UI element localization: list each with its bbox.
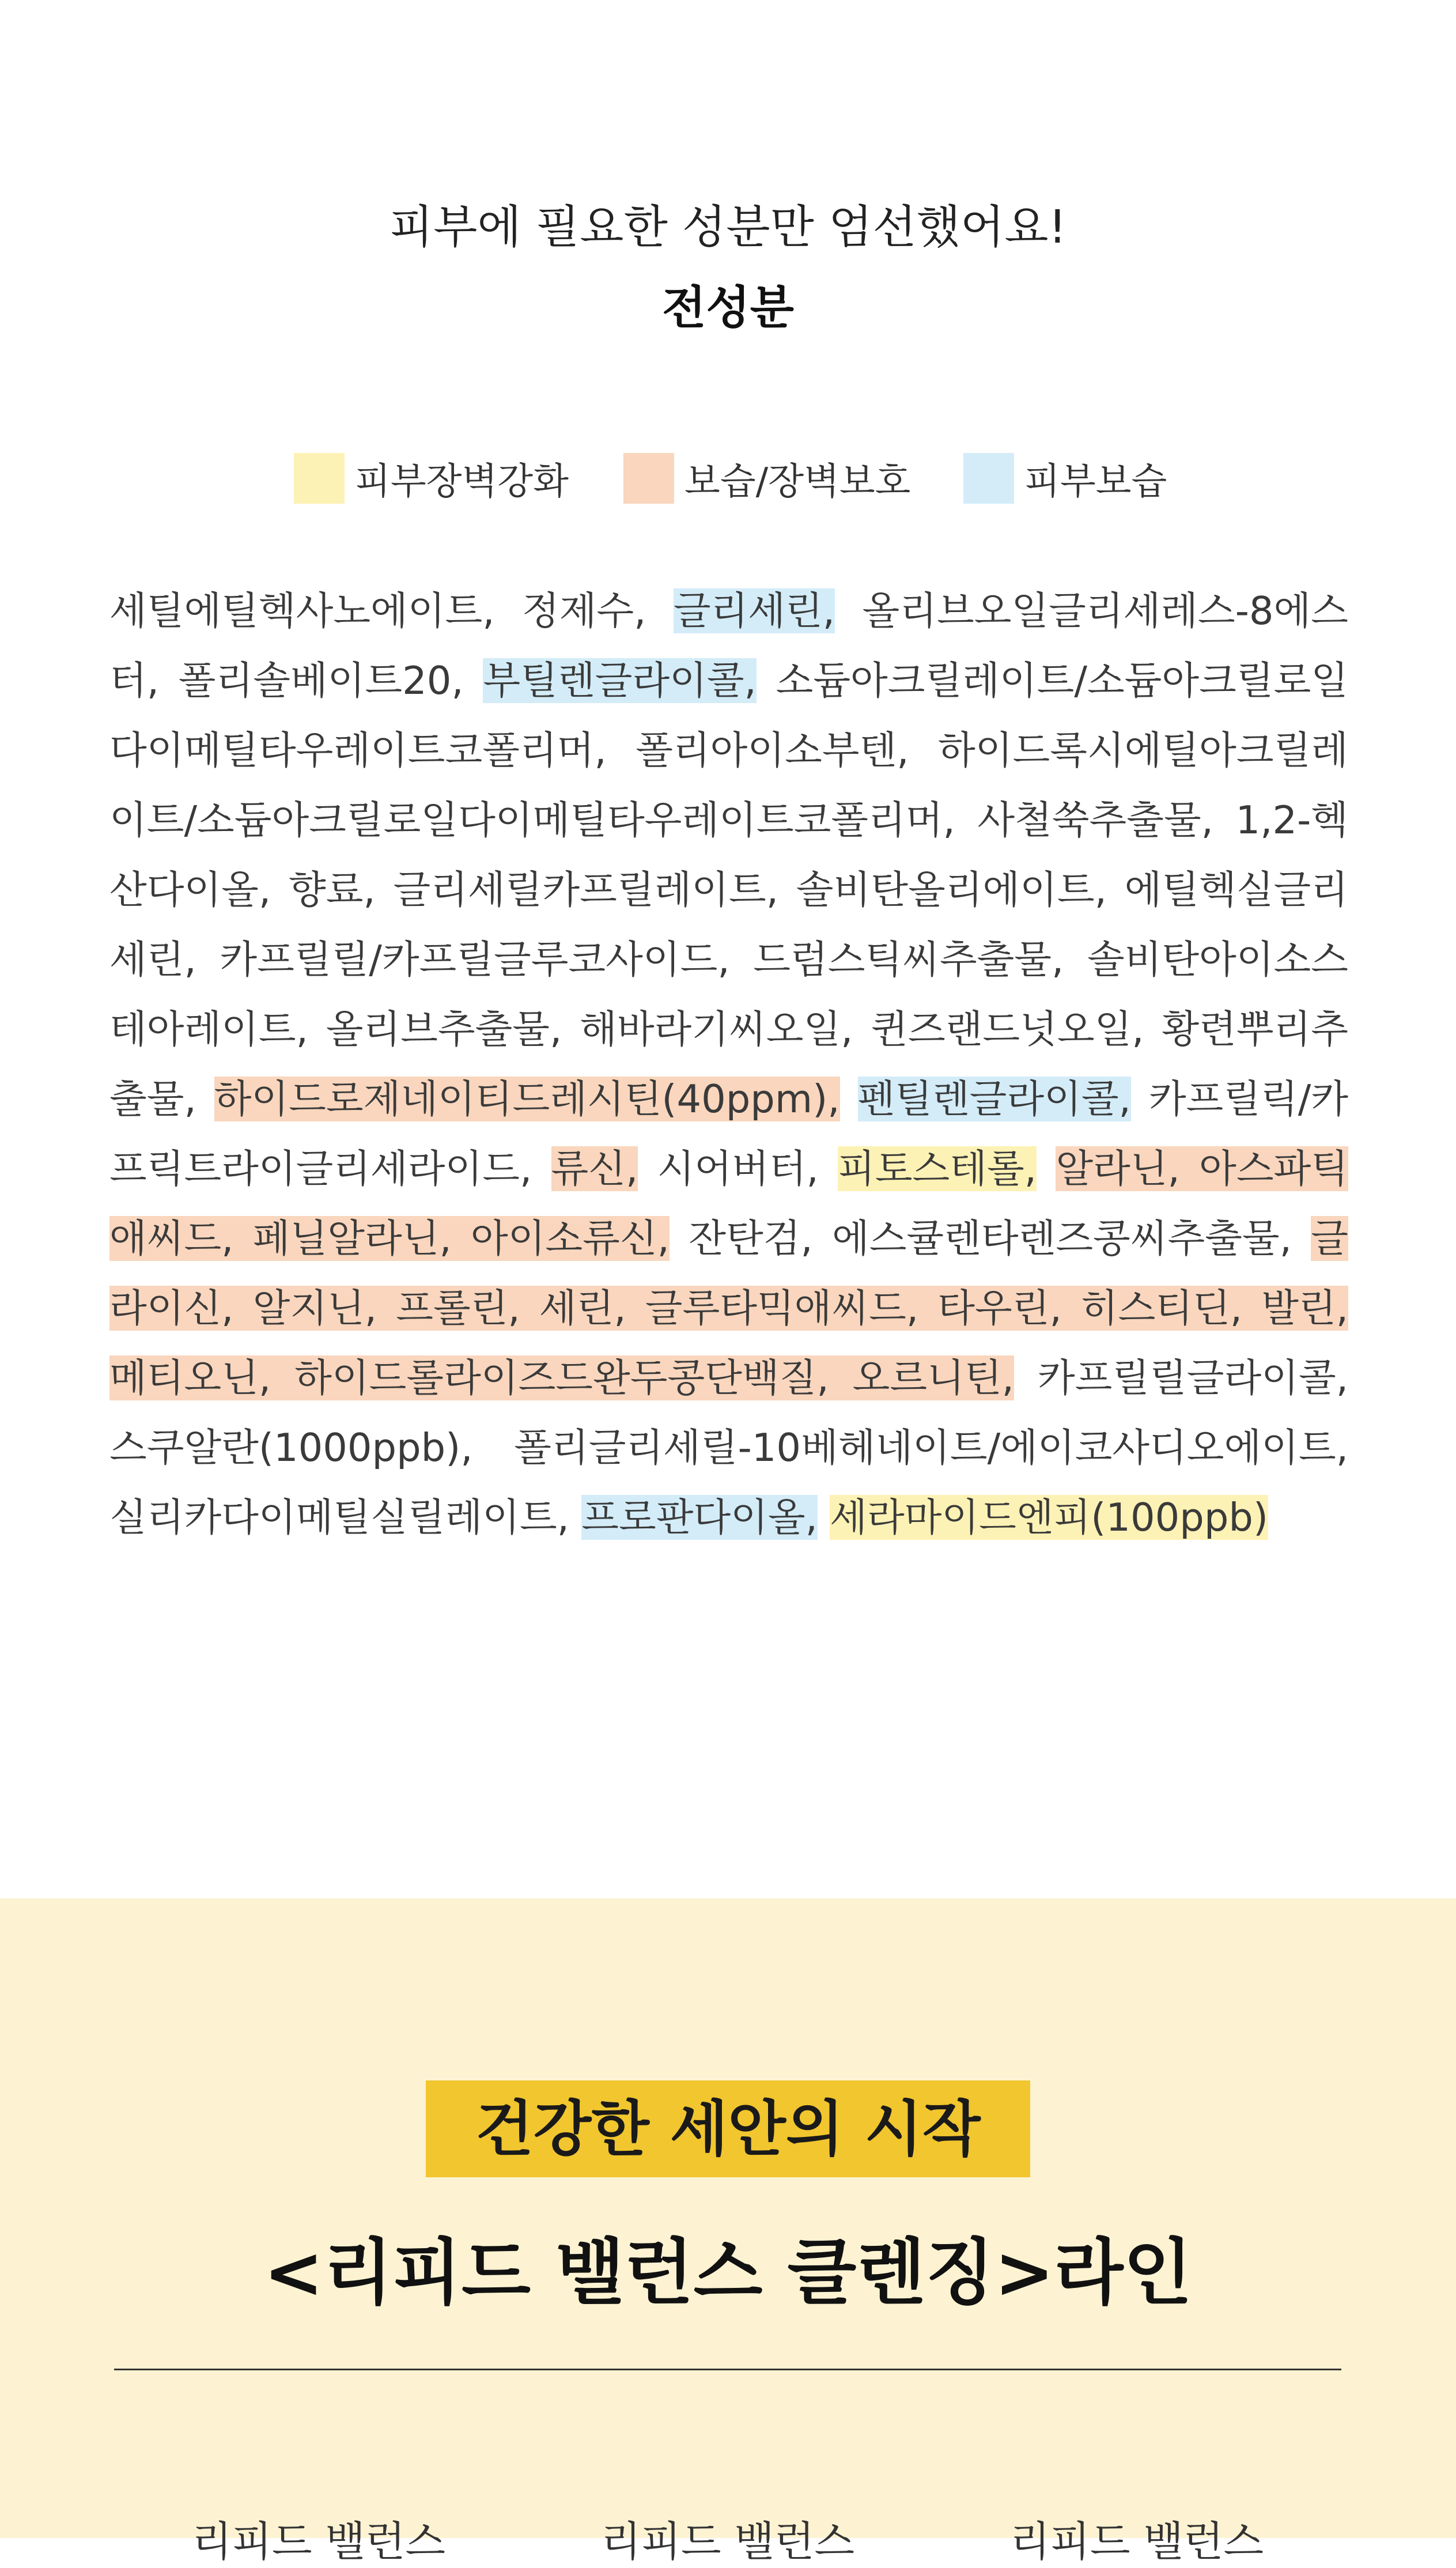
product-name: 리피드 밸런스 [191,2517,446,2566]
legend-item-moisture-barrier [623,450,911,507]
ingredient-text: 세틸에틸헥사노에이트, 정제수, [109,588,674,633]
section-title: 전성분 [662,281,794,334]
ingredient-text [1037,1146,1056,1191]
legend-swatch-yellow [294,453,345,504]
product-names-row [114,2508,1341,2566]
highlighted-ingredient: 프로판다이올, [581,1495,818,1540]
product-name: 리피드 밸런스 [600,2517,855,2566]
section-subtitle: 피부에 필요한 성분만 엄선했어요! [389,201,1067,254]
ingredient-text: 소듐아크릴레이트/소듐아크릴로일다이메틸타우레이트코폴리머, 폴리아이소부텐, 하이드록시에틸아크릴레이트/소듐아크릴로일다이메틸타우레이트코폴리머, 사철쑥추출물, 1,2-헥산다이올, 향료, 글리세릴카프릴레이트, 솔비탄올리에이트, 에틸헥실글리세린, 카프릴릴/카프릴글루코사이드, 드럼스틱씨추출물, 솔비탄아이소스테아레이트, 올리브추출물, 해바라기씨오일, 퀸즈랜드넛오일, 황련뿌리추출물, [109,658,1349,1121]
ingredient-text: 올리브오일글리세레스-8에스터, 폴리솔베이트20, [109,588,1348,703]
ingredient-text [818,1495,830,1540]
ingredient-text: 잔탄검, 에스큘렌타렌즈콩씨추출물, [669,1216,1311,1261]
highlighted-ingredient: 글리세린, [673,588,835,633]
divider [114,2369,1341,2370]
highlighted-ingredient: 부틸렌글라이콜, [483,658,757,703]
ingredient-list [109,576,1348,1553]
legend-label: 피부보습 [1024,460,1167,503]
legend-label: 피부장벽강화 [355,460,569,503]
legend-item-moisture [963,450,1167,507]
highlighted-ingredient: 펜틸렌글라이콜, [857,1077,1131,1121]
ingredient-text: 카프릴릴글라이콜, 스쿠알란(1000ppb), 폴리글리세릴-10베헤네이트/에이코사디오에이트, 실리카다이메틸실릴레이트, [109,1355,1348,1540]
tag-wrap [0,2080,1456,2177]
highlighted-ingredient: 류신, [551,1146,638,1191]
legend-label: 보습/장벽보호 [684,460,911,503]
highlighted-ingredient: 알라닌, 아스파틱애씨드, 페닐알라닌, 아이소류신, [109,1146,1348,1261]
legend-swatch-blue [963,453,1014,504]
ingredient-text [840,1077,858,1121]
cleansing-line-section [0,1898,1456,2566]
highlighted-ingredient: 피토스테롤, [838,1146,1037,1191]
highlighted-ingredient: 세라마이드엔피(100ppb) [830,1495,1269,1540]
highlight-legend [0,450,1456,507]
highlight-tag: 건강한 세안의 시작 [426,2080,1030,2177]
product-name: 리피드 밸런스 [1009,2517,1264,2566]
ingredient-text: 카프릴릭/카프릭트라이글리세라이드, [109,1077,1348,1191]
ingredient-text: 시어버터, [638,1146,838,1191]
highlighted-ingredient: 글라이신, 알지닌, 프롤린, 세린, 글루타믹애씨드, 타우린, 히스티딘, 발린, 메티오닌, 하이드롤라이즈드완두콩단백질, 오르니틴, [109,1216,1348,1400]
product-line-title: <리피드 밸런스 클렌징>라인 [263,2231,1193,2314]
legend-item-barrier [294,450,569,507]
highlighted-ingredient: 하이드로제네이티드레시틴(40ppm), [214,1077,840,1121]
legend-swatch-peach [623,453,674,504]
